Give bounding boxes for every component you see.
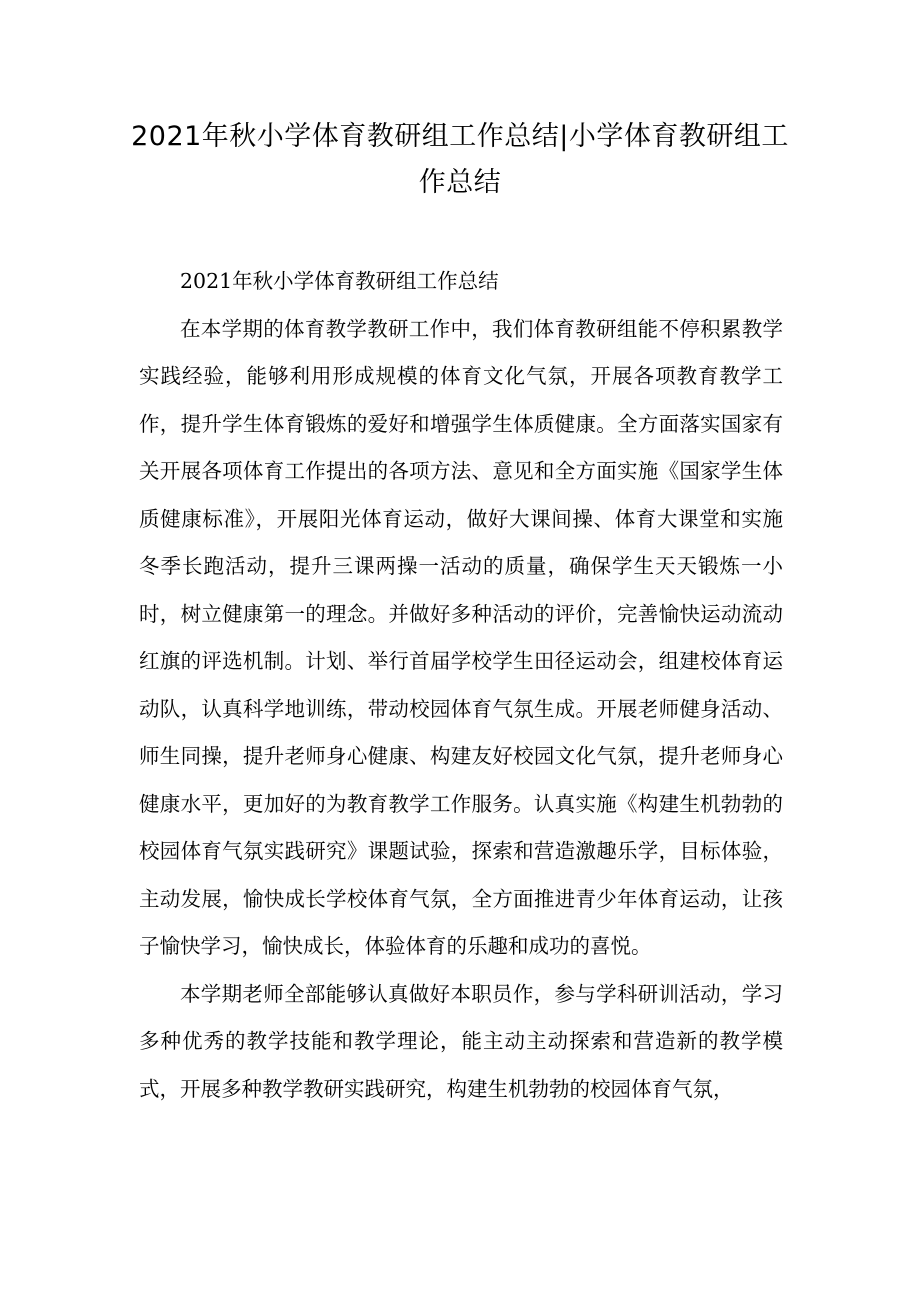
- paragraph-2: 本学期老师全部能够认真做好本职员作，参与学科研训活动，学习多种优秀的教学技能和教学理论，能主动主动探索和营造新的教学模式，开展多种教学教研实践研究，构建生机勃勃的校园体育气氛，: [139, 981, 783, 1101]
- document-title: 2021年秋小学体育教研组工作总结|小学体育教研组工作总结: [131, 121, 789, 198]
- document-body: [139, 258, 783, 1113]
- document-subtitle: 2021年秋小学体育教研组工作总结: [180, 269, 499, 293]
- paragraph-1: 在本学期的体育教学教研工作中，我们体育教研组能不停积累教学实践经验，能够利用形成规模的体育文化气氛，开展各项教育教学工作，提升学生体育锻炼的爱好和增强学生体质健康。全方面落实国家有关开展各项体育工作提出的各项方法、意见和全方面实施《国家学生体质健康标准》，开展阳光体育运动，做好大课间操、体育大课堂和实施冬季长跑活动，提升三课两操一活动的质量，确保学生天天锻炼一小时，树立健康第一的理念。并做好多种活动的评价，完善愉快运动流动红旗的评选机制。计划、举行首届学校学生田径运动会，组建校体育运动队，认真科学地训练，带动校园体育气氛生成。开展老师健身活动、师生同操，提升老师身心健康、构建友好校园文化气氛，提升老师身心健康水平，更加好的为教育教学工作服务。认真实施《构建生机勃勃的校园体育气氛实践研究》课题试验，探索和营造激趣乐学，目标体验，主动发展，愉快成长学校体育气氛，全方面推进青少年体育运动，让孩子愉快学习，愉快成长，体验体育的乐趣和成功的喜悦。: [139, 316, 783, 958]
